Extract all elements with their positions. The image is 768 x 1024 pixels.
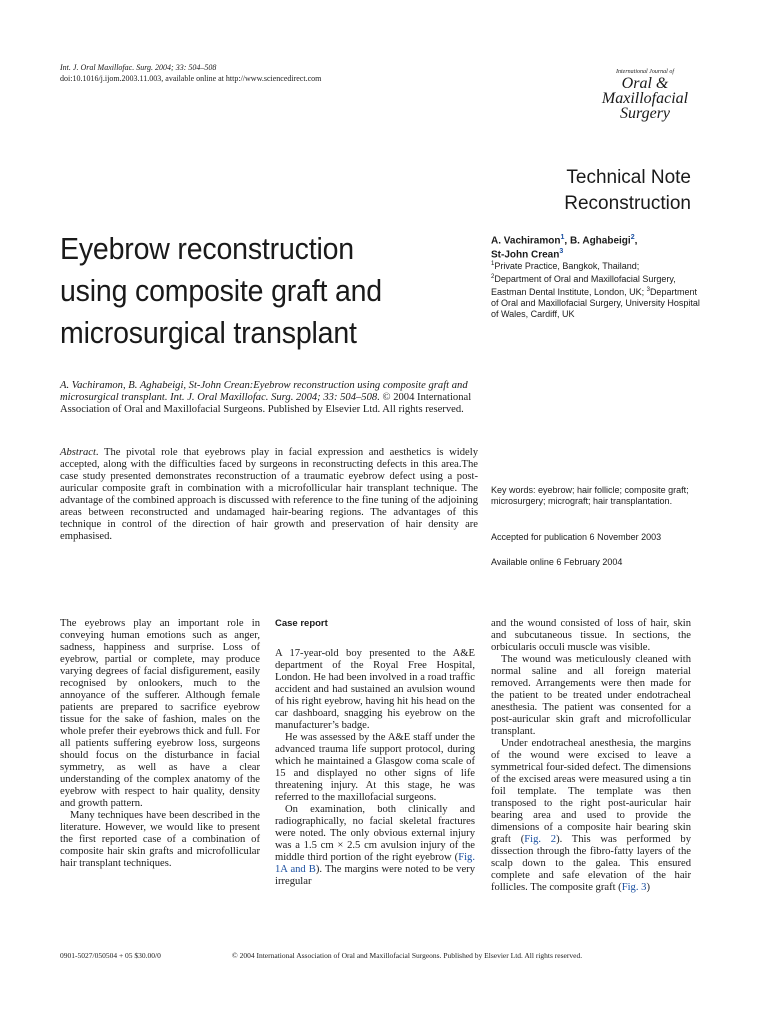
paragraph-text: ) <box>646 882 650 893</box>
affil-2-marker: 2 <box>491 274 495 280</box>
author-separator: , <box>564 235 570 247</box>
journal-logo <box>590 68 700 121</box>
figure-1-link[interactable]: Fig. 1A and B <box>275 852 475 875</box>
paragraph: A 17-year-old boy presented to the A&E department of the Royal Free Hospital, London. He had been involved in a road traffic accident and had sustained an avulsion wound of his right eyebrow, having hit his head on the car dashboard, snagging his eyebrow on the manufacturer’s badge. <box>275 648 475 731</box>
author-3: St-John Crean <box>491 249 560 261</box>
logo-line-3: Maxillofacial <box>601 90 689 107</box>
journal-reference: Int. J. Oral Maxillofac. Surg. 2004; 33: 504–508 <box>60 63 217 72</box>
footer-copyright: © 2004 International Association of Oral and Maxillofacial Surgeons. Published by Elsevier Ltd. All rights reserved. <box>232 951 583 960</box>
paragraph-text: ). This was performed by dissection through the fibro-fatty layers of the scalp down to the galea. This ensured complete and safe elevation of the hair follicles. The composite graft ( <box>491 834 691 893</box>
citation-copyright: © 2004 International Association of Oral and Maxillofacial Surgeons. Published by Elsevier Ltd. All rights reserved. <box>60 392 472 415</box>
paragraph: The eyebrows play an important role in conveying human emotions such as anger, sadness, happiness and surprise. Loss of eyebrow, partial or complete, may produce varying degrees of facial disfigurement, easily recognised by onlookers, much to the annoyance of the sufferer. Although female patients are prepared to sacrifice eyebrow tissue for the sake of fashion, males on the whole prefer their eyebrows thick and full. For all patients suffering eyebrow loss, surgeons should focus on the disturbance in facial symmetry, as well as have a clear understanding of the complex anatomy of the eyebrow with respect to hair quality, density and growth pattern. <box>60 618 260 809</box>
paragraph: and the wound consisted of loss of hair, skin and subcutaneous tissue. In sections, the orbicularis occuli muscle was visible. <box>491 618 691 653</box>
author-1: A. Vachiramon <box>491 235 561 247</box>
affil-3-marker: 3 <box>646 287 650 293</box>
citation-block <box>60 380 480 416</box>
affil-3-text: Department of Oral and Maxillofacial Surgery, University Hospital of Wales, Cardiff, UK <box>491 287 700 319</box>
paragraph: Many techniques have been described in the literature. However, we would like to present the first reported case of a combination of composite hair skin grafts and microfollicular hair transplant techniques. <box>60 810 260 869</box>
logo-line-2: Oral & <box>621 75 669 92</box>
affil-1-text: Private Practice, Bangkok, Thailand; <box>494 261 640 271</box>
paragraph-text: ). The margins were noted to be very irregular <box>275 864 475 887</box>
available-date: Available online 6 February 2004 <box>491 557 623 567</box>
paragraph <box>491 738 691 894</box>
section-heading-case-report: Case report <box>275 618 328 629</box>
body-column-3 <box>491 618 691 894</box>
paragraph-text: On examination, both clinically and radiographically, no facial skeletal fractures were noted. The only obvious external injury was a 1.5 cm × 2.5 cm avulsion injury of the middle third portion of the right eyebrow ( <box>275 804 475 863</box>
paragraph: He was assessed by the A&E staff under the advanced trauma life support protocol, during which he maintained a Glasgow coma scale of 15 and displayed no other signs of life threatening injury. At this stage, he was referred to the maxillofacial surgeons. <box>275 732 475 803</box>
paragraph: The wound was meticulously cleaned with normal saline and all foreign material removed. Arrangements were then made for the patient to be treated under endotracheal anesthesia. The patient was consented for a post-auricular skin graft and microfollicular transplant. <box>491 654 691 737</box>
paragraph-text: Under endotracheal anesthesia, the margins of the wound were excised to leave a symmetrical four-sided defect. The dimensions of the excised areas were measured using a tin foil template. The template was then transposed to the right post-auricular hair bearing area and used to provide the dimensions of a composite hair bearing skin graft ( <box>491 738 691 845</box>
author-1-affil-link[interactable]: 1 <box>560 234 565 241</box>
abstract-label: Abstract <box>60 447 96 458</box>
footer-code: 0901-5027/050504 + 05 $30.00/0 <box>60 951 161 960</box>
author-separator: , <box>634 235 638 247</box>
author-list <box>491 232 711 261</box>
affiliations <box>491 259 706 320</box>
abstract-text: . The pivotal role that eyebrows play in facial expression and aesthetics is widely accepted, along with the difficulties faced by surgeons in reconstructing defects in this area.The case study presented demonstrates reconstruction of a traumatic eyebrow defect using a post-auricular composite graft in combination with a microfollicular hair transplant technique. The advantage of the combined approach is discussed with reference to the fine tuning of the adjoining areas between reconstructed and undamaged hair-bearing regions. The advantages of this technique in control of the direction of hair growth and preservation of hair density are emphasised. <box>60 447 478 542</box>
keywords: Key words: eyebrow; hair follicle; composite graft; microsurgery; micrograft; hair transplantation. <box>491 485 689 506</box>
article-title: Eyebrow reconstruction using composite graft and microsurgical transplant <box>60 231 382 350</box>
citation-reference: A. Vachiramon, B. Aghabeigi, St-John Crean:Eyebrow reconstruction using composite graft and microsurgical transplant. Int. J. Oral Maxillofac. Surg. 2004; 33: 504–508. <box>60 380 468 403</box>
accepted-date: Accepted for publication 6 November 2003 <box>491 532 662 542</box>
abstract <box>60 447 478 543</box>
doi-line: doi:10.1016/j.ijom.2003.11.003, available online at http://www.sciencedirect.com <box>60 74 322 83</box>
affil-1-marker: 1 <box>491 261 495 267</box>
body-column-1 <box>60 618 260 870</box>
note-type-line-1: Technical Note <box>566 167 691 188</box>
author-3-affil-link[interactable]: 3 <box>559 248 564 256</box>
logo-line-1: International Journal of <box>616 69 674 75</box>
journal-header <box>60 62 321 84</box>
body-column-2 <box>275 618 475 888</box>
logo-line-4: Surgery <box>619 105 671 122</box>
note-type <box>564 165 691 217</box>
paragraph <box>275 804 475 888</box>
note-type-line-2: Reconstruction <box>564 193 691 214</box>
affil-2-text: Department of Oral and Maxillofacial Surgery, Eastman Dental Institute, London, UK; <box>491 274 676 297</box>
author-2-affil-link[interactable]: 2 <box>630 234 635 241</box>
figure-2-link[interactable]: Fig. 2 <box>524 834 557 845</box>
author-2: B. Aghabeigi <box>569 235 631 247</box>
figure-3-link[interactable]: Fig. 3 <box>621 882 647 893</box>
